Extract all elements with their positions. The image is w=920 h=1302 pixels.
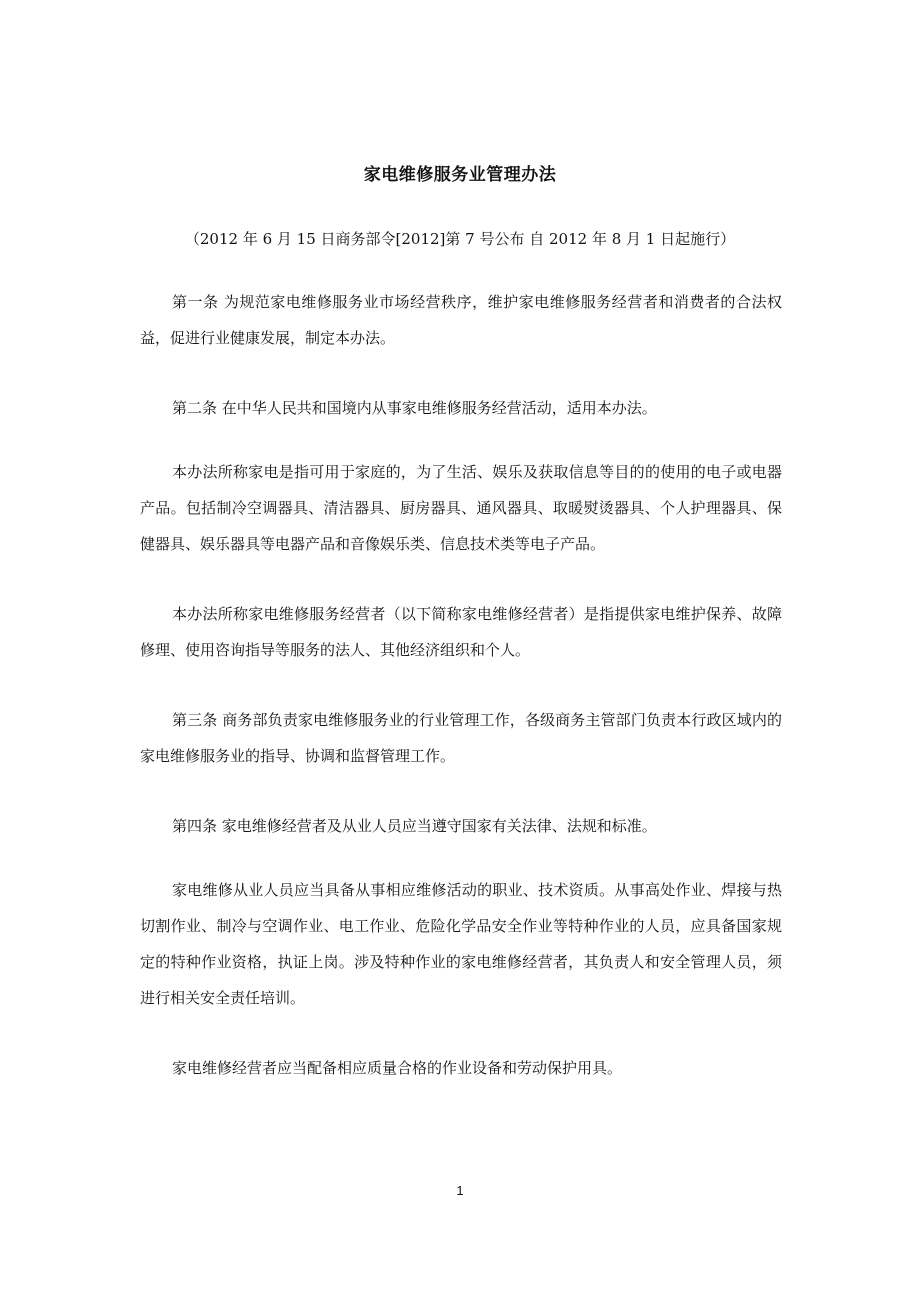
document-subtitle: （2012 年 6 月 15 日商务部令[2012]第 7 号公布 自 2012 年 8 月 1 日起施行） [184,230,736,248]
paragraph-article-2: 第二条 在中华人民共和国境内从事家电维修服务经营活动，适用本办法。 [172,399,657,417]
paragraph-operator-definition: 本办法所称家电维修服务经营者（以下简称家电维修经营者）是指提供家电维护保养、故障修理、使用咨询指导等服务的法人、其他经济组织和个人。 [140,605,782,659]
document-title: 家电维修服务业管理办法 [363,165,557,185]
paragraph-article-4: 第四条 家电维修经营者及从业人员应当遵守国家有关法律、法规和标准。 [172,817,657,835]
paragraph-equipment: 家电维修经营者应当配备相应质量合格的作业设备和劳动保护用具。 [172,1059,623,1077]
paragraph-appliance-definition: 本办法所称家电是指可用于家庭的，为了生活、娱乐及获取信息等目的的使用的电子或电器产品。包括制冷空调器具、清洁器具、厨房器具、通风器具、取暖熨烫器具、个人护理器具、保健器具、娱乐器具等电器产品和音像娱乐类、信息技术类等电子产品。 [140,463,782,553]
paragraph-qualification: 家电维修从业人员应当具备从事相应维修活动的职业、技术资质。从事高处作业、焊接与热切割作业、制冷与空调作业、电工作业、危险化学品安全作业等特种作业的人员，应具备国家规定的特种作业资格，执证上岗。涉及特种作业的家电维修经营者，其负责人和安全管理人员，须进行相关安全责任培训。 [140,881,782,1007]
page-number: 1 [456,1183,464,1198]
paragraph-article-3: 第三条 商务部负责家电维修服务业的行业管理工作，各级商务主管部门负责本行政区域内的家电维修服务业的指导、协调和监督管理工作。 [140,711,782,765]
paragraph-article-1: 第一条 为规范家电维修服务业市场经营秩序，维护家电维修服务经营者和消费者的合法权益，促进行业健康发展，制定本办法。 [140,293,782,347]
